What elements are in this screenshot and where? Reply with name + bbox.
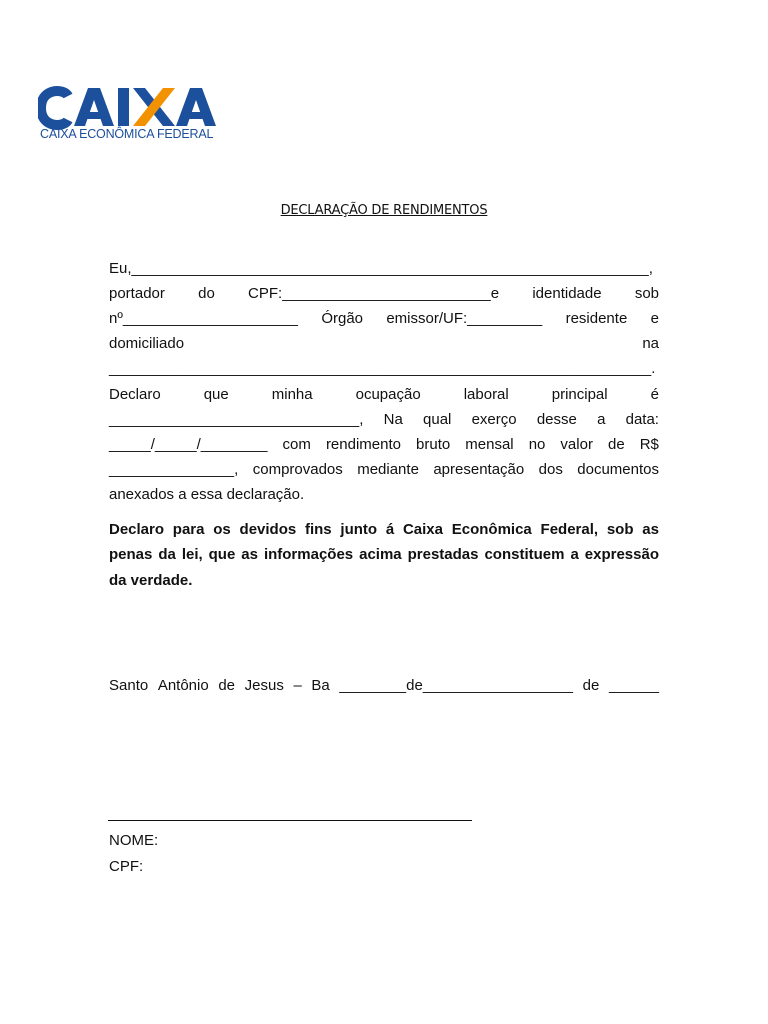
word: prestadas: [407, 546, 479, 563]
word: expressão: [584, 546, 659, 563]
word: valor: [560, 436, 593, 453]
word: devidos: [239, 521, 297, 538]
word: mediante: [357, 461, 419, 478]
word: Declaro: [109, 521, 165, 538]
word: apresentação: [433, 461, 525, 478]
word: da: [158, 546, 176, 563]
word: _________________________________________________________________.: [109, 360, 656, 377]
text-line: [109, 285, 659, 303]
word: informações: [263, 546, 354, 563]
word: domiciliado: [109, 335, 185, 352]
word: no: [528, 436, 546, 453]
text-line: [109, 360, 659, 378]
word: é: [650, 386, 659, 403]
place-date-line: [109, 677, 659, 695]
word: sob: [634, 285, 659, 302]
text-line: [109, 572, 659, 590]
word: anexados a essa declaração.: [109, 486, 305, 503]
word: constituem: [484, 546, 565, 563]
word: á: [385, 521, 395, 538]
word: qual: [423, 411, 452, 428]
word: emissor/UF:_________: [386, 310, 543, 327]
word: junto: [340, 521, 378, 538]
word: _______________,: [109, 461, 239, 478]
word: Federal,: [540, 521, 599, 538]
text-line: [109, 386, 659, 404]
signature-line: [108, 820, 472, 821]
text-line: [109, 411, 659, 429]
word: de: [582, 677, 600, 694]
word: Jesus: [244, 677, 284, 694]
word: mensal: [465, 436, 514, 453]
word: de: [218, 677, 236, 694]
text-line: [109, 521, 659, 539]
word: dos: [538, 461, 563, 478]
word: Declaro: [109, 386, 161, 403]
word: bruto: [416, 436, 451, 453]
word: com: [282, 436, 311, 453]
word: Santo: [109, 677, 149, 694]
text-line: [109, 335, 659, 353]
document-title: DECLARAÇÃO DE RENDIMENTOS: [280, 203, 488, 218]
word: a: [597, 411, 606, 428]
word: ______: [608, 677, 659, 694]
word: nº_____________________: [109, 310, 299, 327]
word: de: [607, 436, 625, 453]
text-line: [109, 310, 659, 328]
word: minha: [271, 386, 313, 403]
word: _____/_____/________: [109, 436, 268, 453]
word: –: [293, 677, 302, 694]
word: Antônio: [157, 677, 209, 694]
word: da verdade.: [109, 572, 193, 589]
text-line: [109, 546, 659, 564]
word: a: [570, 546, 579, 563]
cpf-label: CPF:: [109, 858, 144, 875]
name-label: NOME:: [109, 832, 159, 849]
word: Órgão: [321, 310, 364, 327]
text-line: [109, 461, 659, 479]
word: as: [642, 521, 659, 538]
word: Caixa: [402, 521, 443, 538]
word: do: [198, 285, 215, 302]
word: lei,: [181, 546, 203, 563]
word: exerço: [471, 411, 517, 428]
word: Ba: [311, 677, 330, 694]
caixa-logo: [38, 82, 220, 144]
word: acima: [359, 546, 402, 563]
word: na: [642, 335, 659, 352]
word: laboral: [463, 386, 509, 403]
text-line: [109, 436, 659, 454]
word: identidade: [532, 285, 602, 302]
word: que: [203, 386, 229, 403]
word: que: [208, 546, 236, 563]
word: Na: [383, 411, 403, 428]
word: e: [650, 310, 659, 327]
word: Eu,______________________________________________________________,: [109, 260, 653, 277]
word: ocupação: [355, 386, 421, 403]
word: desse: [536, 411, 577, 428]
word: fins: [304, 521, 332, 538]
word: rendimento: [325, 436, 401, 453]
word: documentos: [577, 461, 659, 478]
word: ________de__________________: [339, 677, 573, 694]
word: data:: [625, 411, 659, 428]
word: ______________________________,: [109, 411, 364, 428]
text-line: [109, 486, 659, 504]
word: CPF:_________________________e: [248, 285, 500, 302]
logo-subtitle: CAIXA ECONÔMICA FEDERAL: [40, 127, 214, 141]
word: os: [213, 521, 231, 538]
word: residente: [565, 310, 628, 327]
word: penas: [109, 546, 153, 563]
word: Econômica: [451, 521, 532, 538]
word: R$: [639, 436, 659, 453]
word: para: [172, 521, 205, 538]
word: principal: [551, 386, 608, 403]
word: sob: [606, 521, 634, 538]
word: as: [241, 546, 258, 563]
word: comprovados: [252, 461, 343, 478]
text-line: [109, 260, 659, 278]
word: portador: [109, 285, 165, 302]
